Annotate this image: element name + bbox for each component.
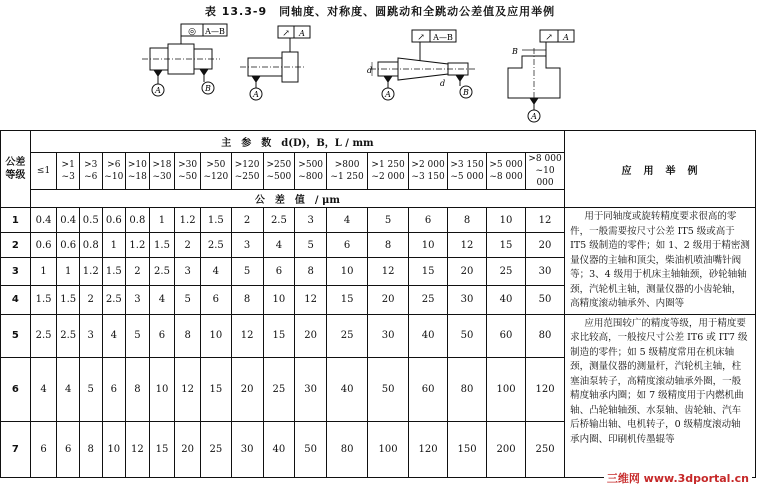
value-cell: 15 <box>263 314 295 357</box>
range-header-cell: >6 ~10 <box>102 153 126 190</box>
value-cell: 20 <box>368 286 409 314</box>
value-cell: 3 <box>126 286 150 314</box>
value-cell: 8 <box>295 258 327 286</box>
value-cell: 20 <box>231 357 263 421</box>
value-cell: 1.2 <box>126 233 150 258</box>
tol-header: 公 差 值 / μm <box>30 190 564 208</box>
range-header-cell: >5 000 ~8 000 <box>487 153 526 190</box>
value-cell: 100 <box>368 421 409 477</box>
value-cell: 3 <box>231 233 263 258</box>
value-cell: 10 <box>327 258 368 286</box>
value-cell: 30 <box>448 286 487 314</box>
grade-header: 公差 等级 <box>1 131 31 208</box>
fig3-frame-datum: A—B <box>433 33 453 42</box>
grade-cell: 5 <box>1 314 31 357</box>
fig1-frame-symbol: ◎ <box>188 27 196 37</box>
value-cell: 0.8 <box>126 208 150 233</box>
fig3-datum-a: A <box>385 90 391 99</box>
value-cell: 4 <box>30 357 57 421</box>
value-cell: 6 <box>30 421 57 477</box>
value-cell: 3 <box>175 258 201 286</box>
value-cell: 6 <box>57 421 80 477</box>
fig2-frame-datum: A <box>299 29 305 38</box>
range-header-cell: ≤1 <box>30 153 57 190</box>
fig4-frame-datum: A <box>563 33 569 42</box>
value-cell: 6 <box>149 314 175 357</box>
value-cell: 6 <box>409 208 448 233</box>
value-cell: 2 <box>126 258 150 286</box>
value-cell: 30 <box>231 421 263 477</box>
value-cell: 200 <box>487 421 526 477</box>
value-cell: 12 <box>295 286 327 314</box>
value-cell: 250 <box>526 421 565 477</box>
value-cell: 30 <box>526 258 565 286</box>
value-cell: 8 <box>448 208 487 233</box>
value-cell: 12 <box>526 208 565 233</box>
value-cell: 50 <box>368 357 409 421</box>
value-cell: 80 <box>448 357 487 421</box>
value-cell: 2.5 <box>102 286 126 314</box>
value-cell: 100 <box>487 357 526 421</box>
value-cell: 2.5 <box>57 314 80 357</box>
fig4-datum-a: A <box>531 112 537 121</box>
fig3-datum-b: B <box>463 88 469 97</box>
grade-cell: 1 <box>1 208 31 233</box>
value-cell: 150 <box>448 421 487 477</box>
value-cell: 0.6 <box>57 233 80 258</box>
value-cell: 4 <box>263 233 295 258</box>
value-cell: 1 <box>149 208 175 233</box>
range-header-cell: >2 000 ~3 150 <box>409 153 448 190</box>
value-cell: 10 <box>409 233 448 258</box>
fig3-dim-left: d <box>367 66 373 75</box>
range-header-cell: >30 ~50 <box>175 153 201 190</box>
range-header-cell: >120 ~250 <box>231 153 263 190</box>
value-cell: 15 <box>327 286 368 314</box>
value-cell: 50 <box>526 286 565 314</box>
value-cell: 40 <box>327 357 368 421</box>
value-cell: 10 <box>102 421 126 477</box>
value-cell: 5 <box>295 233 327 258</box>
value-cell: 30 <box>368 314 409 357</box>
value-cell: 2.5 <box>149 258 175 286</box>
value-cell: 6 <box>102 357 126 421</box>
value-cell: 1 <box>30 258 57 286</box>
value-cell: 50 <box>448 314 487 357</box>
grade-cell: 4 <box>1 286 31 314</box>
grade-cell: 7 <box>1 421 31 477</box>
value-cell: 25 <box>487 258 526 286</box>
value-cell: 4 <box>327 208 368 233</box>
value-cell: 2 <box>79 286 102 314</box>
value-cell: 120 <box>409 421 448 477</box>
value-cell: 1.5 <box>200 208 231 233</box>
value-cell: 3 <box>295 208 327 233</box>
range-header-cell: >500 ~800 <box>295 153 327 190</box>
value-cell: 6 <box>200 286 231 314</box>
figure-strip <box>0 18 760 128</box>
table-row <box>1 314 756 357</box>
grade-cell: 2 <box>1 233 31 258</box>
value-cell: 25 <box>263 357 295 421</box>
value-cell: 10 <box>263 286 295 314</box>
value-cell: 20 <box>295 314 327 357</box>
range-header-cell: >1 ~3 <box>57 153 80 190</box>
table-row <box>1 208 756 233</box>
value-cell: 0.4 <box>30 208 57 233</box>
value-cell: 25 <box>200 421 231 477</box>
range-header-cell: >10 ~18 <box>126 153 150 190</box>
value-cell: 0.5 <box>79 208 102 233</box>
value-cell: 30 <box>295 357 327 421</box>
range-header-cell: >800 ~1 250 <box>327 153 368 190</box>
value-cell: 10 <box>487 208 526 233</box>
value-cell: 50 <box>295 421 327 477</box>
value-cell: 12 <box>368 258 409 286</box>
grade-cell: 3 <box>1 258 31 286</box>
range-header-cell: >3 ~6 <box>79 153 102 190</box>
range-header-cell: >50 ~120 <box>200 153 231 190</box>
value-cell: 40 <box>487 286 526 314</box>
value-cell: 20 <box>526 233 565 258</box>
value-cell: 0.6 <box>30 233 57 258</box>
app-header: 应 用 举 例 <box>565 131 756 208</box>
fig3-dim-right: d <box>440 79 446 88</box>
fig2-datum-a: A <box>253 90 259 99</box>
table-body <box>1 208 756 478</box>
value-cell: 6 <box>327 233 368 258</box>
value-cell: 2 <box>231 208 263 233</box>
value-cell: 0.4 <box>57 208 80 233</box>
value-cell: 2.5 <box>200 233 231 258</box>
table-title: 表 13.3-9 同轴度、对称度、圆跳动和全跳动公差值及应用举例 <box>204 5 556 18</box>
value-cell: 1.2 <box>175 208 201 233</box>
value-cell: 25 <box>409 286 448 314</box>
value-cell: 1.5 <box>30 286 57 314</box>
value-cell: 2.5 <box>263 208 295 233</box>
fig3-frame-symbol: ↗ <box>417 33 425 43</box>
value-cell: 15 <box>487 233 526 258</box>
value-cell: 4 <box>149 286 175 314</box>
value-cell: 8 <box>126 357 150 421</box>
value-cell: 2 <box>175 233 201 258</box>
value-cell: 0.8 <box>79 233 102 258</box>
value-cell: 2.5 <box>30 314 57 357</box>
value-cell: 60 <box>409 357 448 421</box>
grade-cell: 6 <box>1 357 31 421</box>
value-cell: 1.2 <box>79 258 102 286</box>
value-cell: 8 <box>175 314 201 357</box>
value-cell: 40 <box>409 314 448 357</box>
value-cell: 5 <box>175 286 201 314</box>
value-cell: 1.5 <box>149 233 175 258</box>
param-header: 主 参 数 d(D)，B，L / mm <box>30 131 564 153</box>
value-cell: 12 <box>126 421 150 477</box>
value-cell: 12 <box>231 314 263 357</box>
value-cell: 1.5 <box>102 258 126 286</box>
value-cell: 10 <box>149 357 175 421</box>
application-group-1: 用于同轴度或旋转精度要求很高的零件，一般需要按尺寸公差 IT5 级或高于 IT5 级制造的零件；如 1、2 级用于精密测量仪器的主轴和顶尖，柴油机喷油嘴针阀等；3、4 级用于机床主轴轴颈，砂轮轴轴颈，汽轮机主轴，测量仪器的小齿轮轴，高精度滚动轴承外、内圈等 <box>565 208 756 315</box>
range-header-cell: >8 000 ~10 000 <box>526 153 565 190</box>
range-header-cell: >18 ~30 <box>149 153 175 190</box>
value-cell: 4 <box>102 314 126 357</box>
value-cell: 12 <box>448 233 487 258</box>
value-cell: 4 <box>200 258 231 286</box>
value-cell: 5 <box>368 208 409 233</box>
fig1-datum-a: A <box>155 86 161 95</box>
value-cell: 8 <box>79 421 102 477</box>
value-cell: 15 <box>149 421 175 477</box>
fig4-frame-symbol: ↗ <box>545 33 553 43</box>
value-cell: 25 <box>327 314 368 357</box>
value-cell: 6 <box>263 258 295 286</box>
value-cell: 10 <box>200 314 231 357</box>
value-cell: 60 <box>487 314 526 357</box>
value-cell: 0.6 <box>102 208 126 233</box>
value-cell: 5 <box>126 314 150 357</box>
value-cell: 80 <box>327 421 368 477</box>
value-cell: 1 <box>102 233 126 258</box>
value-cell: 5 <box>79 357 102 421</box>
value-cell: 20 <box>175 421 201 477</box>
value-cell: 12 <box>175 357 201 421</box>
value-cell: 40 <box>263 421 295 477</box>
tolerance-table <box>0 130 756 478</box>
fig1-frame-datum: A—B <box>205 27 225 36</box>
value-cell: 5 <box>231 258 263 286</box>
value-cell: 120 <box>526 357 565 421</box>
figure-4-symmetry-block <box>508 30 574 122</box>
value-cell: 15 <box>200 357 231 421</box>
range-header-cell: >250 ~500 <box>263 153 295 190</box>
fig4-label-b: B <box>512 47 518 56</box>
value-cell: 8 <box>368 233 409 258</box>
fig1-datum-b: B <box>205 84 211 93</box>
value-cell: 15 <box>409 258 448 286</box>
watermark: 三维网 www.3dportal.cn <box>604 470 752 486</box>
value-cell: 4 <box>57 357 80 421</box>
value-cell: 1.5 <box>57 286 80 314</box>
fig2-frame-symbol: ↗ <box>282 29 290 39</box>
application-group-2: 应用范围较广的精度等级，用于精度要求比较高，一般按尺寸公差 IT6 或 IT7 级制造的零件；如 5 级精度常用在机床轴颈，测量仪器的测量杆，汽轮机主轴，柱塞油泵转子，高精度滚动轴承外圈，一般精度轴承内圈；如 7 级精度用于内燃机曲轴、凸轮轴轴颈、水泵轴、齿轮轴、汽车后桥输出轴、电机转子，0 级精度滚动轴承内圈、印刷机传墨辊等 <box>565 314 756 477</box>
value-cell: 80 <box>526 314 565 357</box>
range-header-cell: >1 250 ~2 000 <box>368 153 409 190</box>
value-cell: 20 <box>448 258 487 286</box>
value-cell: 1 <box>57 258 80 286</box>
value-cell: 3 <box>79 314 102 357</box>
value-cell: 8 <box>231 286 263 314</box>
range-header-cell: >3 150 ~5 000 <box>448 153 487 190</box>
